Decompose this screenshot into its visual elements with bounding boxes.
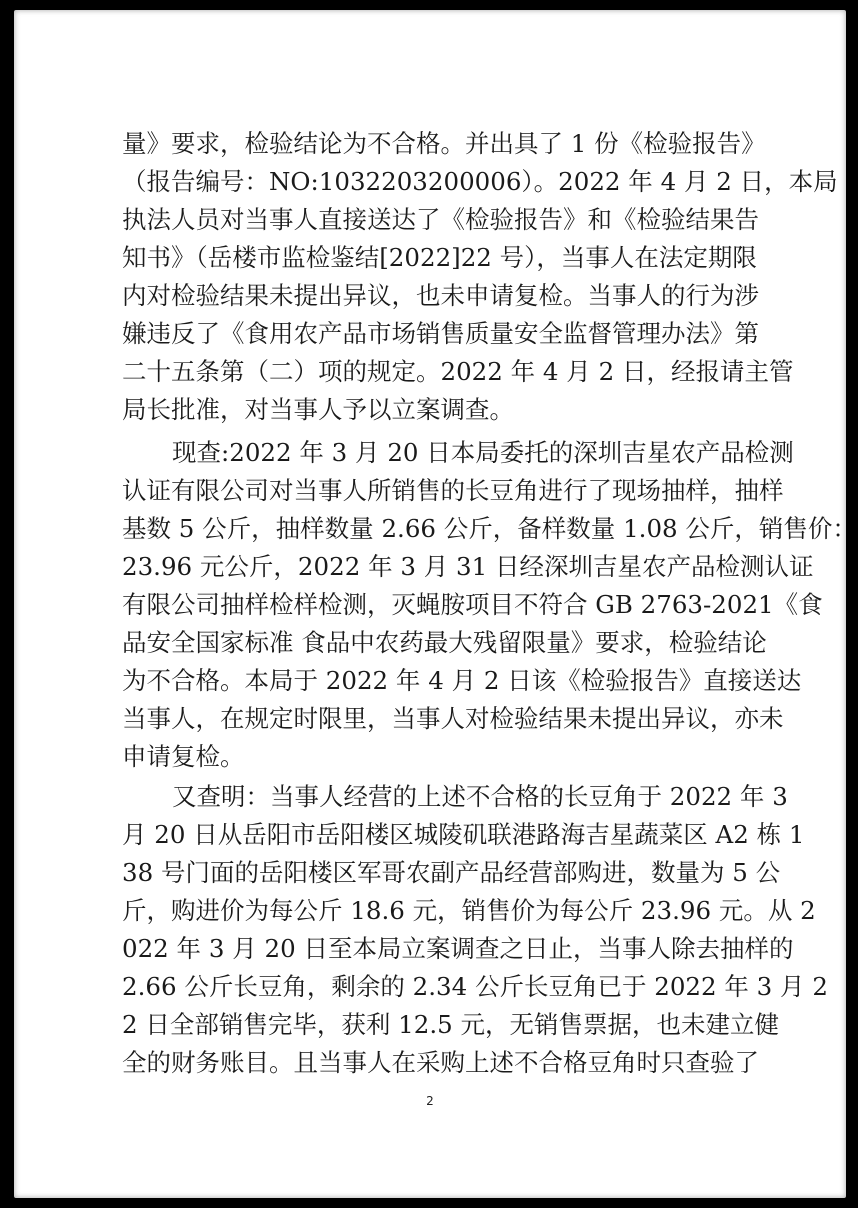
text-line-22: 022 年 3 月 20 日至本局立案调查之日止，当事人除去抽样的	[122, 934, 794, 963]
text-line-16: 当事人，在规定时限里，当事人对检验结果未提出异议，亦未	[122, 704, 784, 733]
text-line-17: 申请复检。	[122, 742, 245, 771]
text-line-8: 局长批准，对当事人予以立案调查。	[122, 395, 514, 424]
text-line-1: 量》要求，检验结论为不合格。并出具了 1 份《检验报告》	[122, 129, 766, 158]
document-page	[14, 10, 857, 1198]
text-line-10: 认证有限公司对当事人所销售的长豆角进行了现场抽样，抽样	[122, 476, 784, 505]
text-line-13: 有限公司抽样检样检测，灭蝇胺项目不符合 GB 2763-2021《食	[122, 590, 823, 619]
text-line-9: 现查:2022 年 3 月 20 日本局委托的深圳吉星农产品检测	[172, 438, 794, 467]
text-line-23: 2.66 公斤长豆角，剩余的 2.34 公斤长豆角已于 2022 年 3 月 2	[122, 972, 828, 1001]
text-line-11: 基数 5 公斤，抽样数量 2.66 公斤，备样数量 1.08 公斤，销售价：	[122, 514, 857, 543]
text-line-20: 38 号门面的岳阳楼区军哥农副产品经营部购进，数量为 5 公	[122, 858, 781, 887]
text-line-2: （报告编号：NO:1032203200006）。2022 年 4 月 2 日，本局	[122, 167, 838, 196]
text-line-3: 执法人员对当事人直接送达了《检验报告》和《检验结果告	[122, 205, 759, 234]
text-line-25: 全的财务账目。且当事人在采购上述不合格豆角时只查验了	[122, 1048, 759, 1077]
page-number: 2	[426, 1094, 434, 1108]
text-line-7: 二十五条第（二）项的规定。2022 年 4 月 2 日，经报请主管	[122, 357, 794, 386]
text-line-18: 又查明：当事人经营的上述不合格的长豆角于 2022 年 3	[172, 782, 788, 811]
text-line-14: 品安全国家标准 食品中农药最大残留限量》要求，检验结论	[122, 628, 767, 657]
text-line-21: 斤，购进价为每公斤 18.6 元，销售价为每公斤 23.96 元。从 2	[122, 896, 816, 925]
text-line-6: 嫌违反了《食用农产品市场销售质量安全监督管理办法》第	[122, 319, 759, 348]
text-line-4: 知书》（岳楼市监检鉴结[2022]22 号），当事人在法定期限	[122, 243, 757, 272]
text-line-5: 内对检验结果未提出异议，也未申请复检。当事人的行为涉	[122, 281, 759, 310]
text-line-19: 月 20 日从岳阳市岳阳楼区城陵矶联港路海吉星蔬菜区 A2 栋 1	[122, 820, 805, 849]
text-line-24: 2 日全部销售完毕，获利 12.5 元，无销售票据，也未建立健	[122, 1010, 779, 1039]
text-line-15: 为不合格。本局于 2022 年 4 月 2 日该《检验报告》直接送达	[122, 666, 802, 695]
text-line-12: 23.96 元公斤，2022 年 3 月 31 日经深圳吉星农产品检测认证	[122, 552, 814, 581]
